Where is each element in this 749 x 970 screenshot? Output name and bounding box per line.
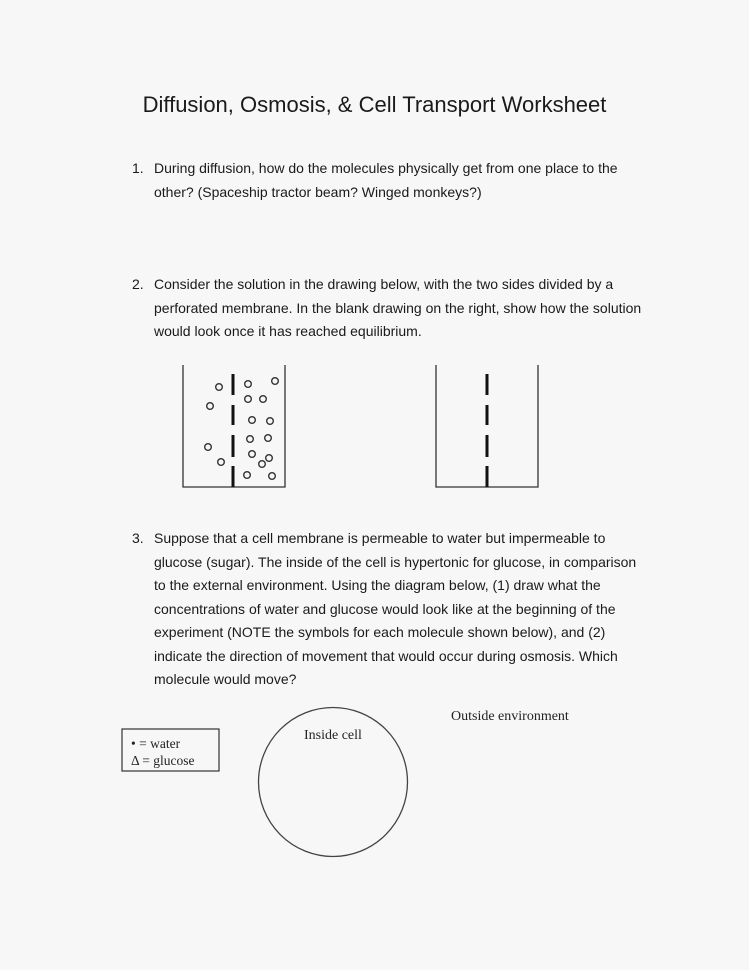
particle <box>260 396 267 403</box>
question-line: During diffusion, how do the molecules physically get from one place to the <box>154 160 618 176</box>
particle <box>259 461 266 468</box>
question-line: concentrations of water and glucose would look like at the beginning of the <box>154 600 616 617</box>
particle <box>216 384 223 391</box>
question-number: 1. <box>132 160 144 176</box>
question-line: experiment (NOTE the symbols for each molecule shown below), and (2) <box>154 624 606 640</box>
particle <box>207 403 214 410</box>
particle <box>266 455 273 462</box>
legend <box>131 735 195 769</box>
particle <box>245 396 252 403</box>
legend-glucose: Δ = glucose <box>131 753 195 768</box>
question-line: indicate the direction of movement that would occur during osmosis. Which <box>154 647 618 664</box>
particle <box>269 473 276 480</box>
inside-cell-label: Inside cell <box>304 728 362 743</box>
legend-water: • = water <box>131 736 181 751</box>
particle <box>249 451 256 458</box>
particle <box>267 418 274 425</box>
question-line: glucose (sugar). The inside of the cell is hypertonic for glucose, in comparison <box>154 553 637 570</box>
outside-environment-label: Outside environment <box>451 709 569 724</box>
question-line: Suppose that a cell membrane is permeable to water but impermeable to <box>154 530 606 546</box>
particle <box>249 417 256 424</box>
particle <box>265 435 272 442</box>
particle <box>205 444 212 451</box>
question-line: Consider the solution in the drawing below, with the two sides divided by a <box>154 276 614 292</box>
question-number: 2. <box>132 276 144 292</box>
question-line: would look once it has reached equilibrium. <box>154 323 422 339</box>
particle <box>272 378 279 385</box>
page-title: Diffusion, Osmosis, & Cell Transport Worksheet <box>142 92 607 117</box>
question-line: perforated membrane. In the blank drawing on the right, show how the solution <box>154 299 642 316</box>
question-number: 3. <box>132 530 144 546</box>
solute-particles <box>205 378 279 480</box>
question-line: molecule would move? <box>154 671 297 687</box>
question-line: to the external environment. Using the diagram below, (1) draw what the <box>154 577 601 593</box>
particle <box>247 436 254 443</box>
question-line: other? (Spaceship tractor beam? Winged monkeys?) <box>154 183 482 200</box>
particle <box>218 459 225 466</box>
particle <box>245 381 252 388</box>
particle <box>244 472 251 479</box>
